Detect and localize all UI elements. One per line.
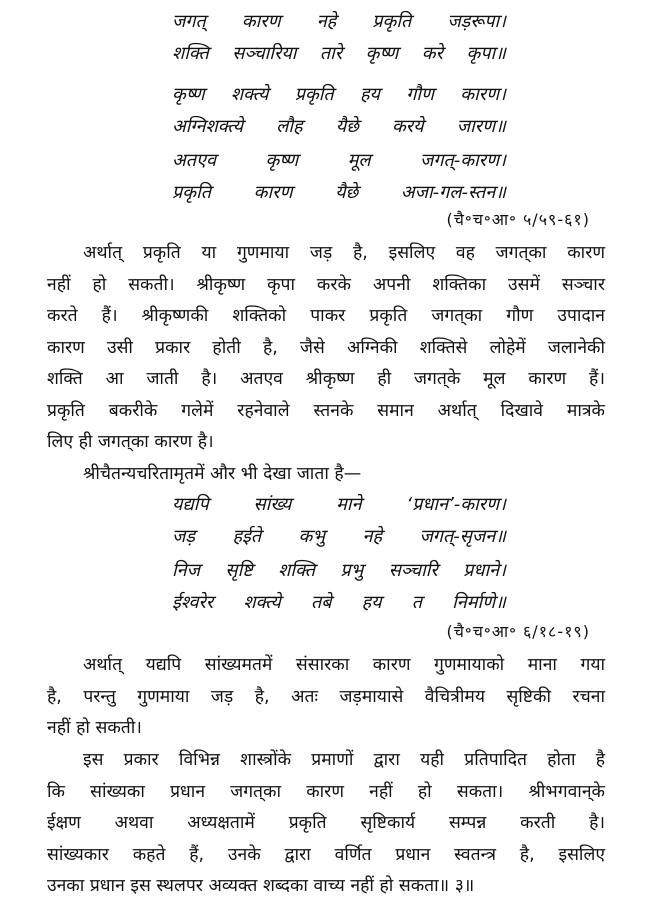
verse-block-1 (172, 6, 506, 70)
verse-block-2 (172, 79, 506, 143)
verse-word: हईते (232, 526, 262, 547)
verse-line (172, 177, 506, 209)
paragraph-line: श्रीचैतन्यचरितामृतमें और भी देखा जाता है— (83, 463, 362, 484)
verse-word: जड़ (172, 526, 195, 547)
verse-word: जगत्-कारण। (420, 150, 506, 171)
verse-word: कृष्ण (265, 150, 299, 171)
paragraph-line: इस प्रकार विभिन्न शास्त्रोंके प्रमाणों द्वारा यही प्रतिपादित होता है (83, 750, 605, 770)
verse-word: हय (361, 592, 382, 613)
verse-word: कृष्ण (172, 84, 205, 105)
paragraph-line: लिए ही जगत्‌का कारण है। (47, 432, 214, 452)
verse-reference-2: (चै॰च॰आ॰ ६/१८-१९) (446, 622, 590, 641)
paragraph-line: सांख्यकार कहते हैं, उनके द्वारा वर्णित प्रधान स्वतन्त्र है, इसलिए (47, 844, 605, 865)
verse-line (172, 38, 506, 70)
paragraph-line: है, परन्तु गुणमाया जड़ है, अतः जड़मायासे वैचित्रीमय सृष्टिकी रचना (47, 686, 605, 707)
paragraph-line: ईक्षण अथवा अध्यक्षतामें प्रकृति सृष्टिकार्य सम्पन्न करती है। (47, 813, 605, 833)
verse-word: प्रकृति (294, 84, 334, 105)
verse-block-5 (172, 555, 506, 619)
verse-word: शक्त्ये (230, 84, 269, 105)
verse-word: गौण (406, 84, 435, 105)
paragraph-line: नहीं हो सकती। (47, 718, 142, 738)
paragraph-line: कि सांख्यका प्रधान जगत्‌का कारण नहीं हो सकता। श्रीभगवान्‌के (47, 781, 605, 802)
verse-word: सांख्य (253, 494, 292, 515)
verse-word: शक्ति (278, 560, 315, 581)
verse-word: अग्निशक्त्ये (172, 116, 244, 137)
verse-word: कृपा॥ (466, 43, 506, 64)
verse-word: शक्त्ये (243, 592, 281, 613)
paragraph-line: नहीं हो सकती। श्रीकृष्ण कृपा करके अपनी शक्तिका उसमें सञ्चार (47, 274, 605, 295)
verse-word: जगत्-सृजन॥ (419, 526, 506, 547)
verse-word: यैछे (335, 182, 359, 203)
verse-line (172, 145, 506, 177)
verse-word: सञ्चारि (388, 560, 438, 581)
verse-line (172, 6, 506, 38)
paragraph-line: उनका प्रधान इस स्थलपर अव्यक्त शब्दका वाच्य नहीं हो सकता॥ ३॥ (47, 876, 475, 896)
verse-word: कारण। (460, 84, 506, 105)
verse-line (172, 521, 506, 553)
verse-word: मूल (347, 150, 371, 171)
verse-word: प्रभु (340, 560, 364, 581)
paragraph-line: कारण उसी प्रकार होती है, जैसे अग्निकी शक्तिसे लोहेमें जलानेकी (47, 337, 605, 358)
verse-word: प्रधाने। (463, 560, 506, 581)
paragraph-4 (47, 745, 605, 903)
verse-word: निज (172, 560, 201, 581)
paragraph-line: शक्ति आ जाती है। अतएव श्रीकृष्ण ही जगत्‌के मूल कारण हैं। (47, 369, 605, 389)
verse-word: माने (336, 494, 362, 515)
verse-word: यैछे (335, 116, 359, 137)
verse-word: अतएव (172, 150, 216, 171)
verse-word: ईश्वरेर (172, 592, 214, 613)
verse-word: तारे (319, 43, 343, 64)
verse-block-4 (172, 489, 506, 553)
paragraph-line: अर्थात् प्रकृति या गुणमाया जड़ है, इसलिए वह जगत्‌का कारण (83, 243, 605, 263)
verse-word: ‘प्रधान’-कारण। (406, 494, 506, 515)
verse-word: सृष्टि (225, 560, 253, 581)
verse-word: लौह (276, 116, 303, 137)
verse-word: प्रकृति (172, 182, 211, 203)
verse-word: प्रकृति (372, 11, 412, 32)
paragraph-3 (47, 650, 605, 745)
verse-word: कारण (253, 182, 293, 203)
verse-line (172, 489, 506, 521)
verse-word: जड़रूपा। (447, 11, 506, 32)
verse-word: निर्माणे॥ (452, 592, 506, 613)
paragraph-line: प्रकृति बकरीके गलेमें रहनेवाले स्तनके समान अर्थात् दिखावे मात्रके (47, 400, 605, 421)
paragraph-1 (47, 238, 605, 490)
verse-word: त (411, 592, 422, 613)
verse-word: करये (391, 116, 424, 137)
paragraph-line: अर्थात् यद्यपि सांख्यमतमें संसारका कारण गुणमायाको माना गया (83, 655, 605, 675)
verse-word: हय (359, 84, 380, 105)
verse-word: कभु (298, 526, 326, 547)
verse-word: करे (421, 43, 443, 64)
verse-word: नहे (362, 526, 383, 547)
verse-word: जारण॥ (456, 116, 506, 137)
verse-block-3 (172, 145, 506, 209)
verse-reference-1: (चै॰च॰आ॰ ५/५९-६१) (446, 210, 590, 229)
verse-word: नहे (316, 11, 337, 32)
verse-line (172, 587, 506, 619)
verse-word: यद्यपि (172, 494, 209, 515)
verse-word: कारण (241, 11, 281, 32)
verse-line (172, 111, 506, 143)
verse-word: अजा-गल-स्तन॥ (400, 182, 506, 203)
verse-word: जगत् (172, 11, 206, 32)
verse-line (172, 555, 506, 587)
verse-word: सञ्चारिया (232, 43, 297, 64)
verse-word: कृष्ण (365, 43, 399, 64)
verse-word: शक्ति (172, 43, 209, 64)
paragraph-line: करते हैं। श्रीकृष्णकी शक्तिको पाकर प्रकृति जगत्‌का गौण उपादान (47, 306, 605, 326)
verse-line (172, 79, 506, 111)
verse-word: तबे (310, 592, 332, 613)
